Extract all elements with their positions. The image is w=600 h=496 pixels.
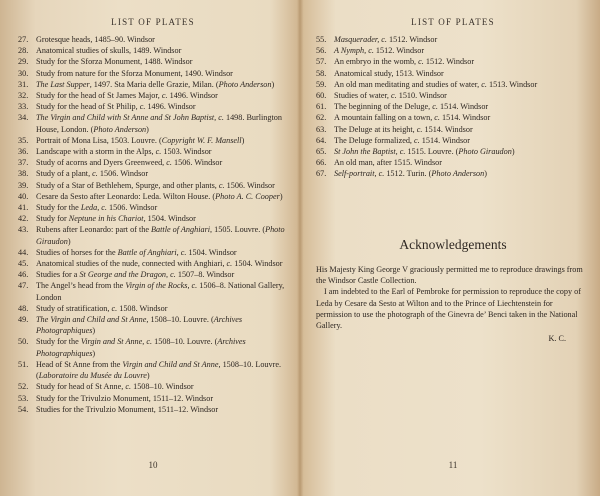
- acknowledgements-paragraph: His Majesty King George V graciously permitted me to reproduce drawings from the Windsor Castle Collection.: [316, 265, 583, 286]
- plate-text: ): [241, 135, 245, 145]
- plate-text: c.: [125, 382, 132, 392]
- plate-text: c.: [155, 147, 162, 157]
- plate-text: c.: [218, 180, 225, 190]
- plate-text: Photo Giraudon: [458, 147, 512, 157]
- plate-text: c.: [161, 91, 168, 101]
- acknowledgements-paragraph: I am indebted to the Earl of Pembroke for permission to reproduce the copy of Leda by Cesare da Sesto at Wilton and to the Prince of Liechtenstein for permission to use the photograph of the Ginevra de’ Benci taken in the National Gallery.: [316, 287, 581, 331]
- plate-text: 1508–10. Louvre. (: [152, 337, 218, 347]
- plate-number: 30.: [18, 68, 29, 78]
- plate-text: Anatomical study, 1513. Windsor: [334, 68, 444, 78]
- plate-entry: [18, 146, 288, 157]
- plate-text: c.: [146, 337, 153, 347]
- plate-entry: [18, 258, 288, 269]
- running-head-right: LIST OF PLATES: [411, 17, 495, 27]
- plate-text: 1513. Windsor: [486, 79, 538, 89]
- plate-entry: [18, 280, 288, 302]
- plate-entry: [316, 168, 590, 179]
- plate-text: St George and the Dragon: [79, 270, 167, 280]
- plate-text: ,: [176, 247, 181, 257]
- plate-text: , 1508–10. Louvre. (: [146, 315, 214, 325]
- plate-text: Study of a Star of Bethlehem, Spurge, and other plants,: [36, 180, 219, 190]
- plate-text: Study of a plant,: [36, 169, 93, 179]
- plate-text: Study for the: [36, 203, 81, 213]
- plate-number: 32.: [18, 91, 29, 101]
- plate-text: ): [484, 169, 487, 179]
- plate-text: Portrait of Mona Lisa, 1503. Louvre. (: [36, 135, 162, 145]
- plate-text: Copyright W. F. Mansell: [161, 135, 242, 145]
- plate-entry: [18, 303, 288, 314]
- plate-list-left: [18, 34, 288, 415]
- plate-entry: [316, 135, 590, 146]
- plate-text: Battle of Anghiari: [117, 247, 177, 257]
- plate-entry: [316, 45, 590, 56]
- plate-number: 59.: [316, 79, 327, 89]
- plate-text: 1506–8. National Gallery, London: [36, 281, 285, 302]
- plate-entry: [18, 336, 288, 358]
- plate-text: The Angel’s head from the: [36, 281, 126, 291]
- plate-number: 41.: [18, 203, 29, 213]
- plate-entry: [18, 56, 288, 67]
- plate-text: 1512. Windsor: [423, 57, 475, 67]
- plate-number: 65.: [316, 147, 327, 157]
- plate-text: Photo Anderson: [93, 124, 147, 134]
- plate-text: 1504. Windsor: [186, 247, 237, 257]
- plate-number: 53.: [18, 393, 29, 403]
- plate-text: 1506. Windsor: [106, 203, 158, 213]
- plate-text: 1514. Windsor: [437, 102, 489, 112]
- plate-entry: [18, 157, 288, 168]
- plate-number: 49.: [18, 315, 29, 325]
- plate-entry: [18, 90, 288, 101]
- plate-text: Virgin and St Anne: [80, 337, 143, 347]
- plate-number: 61.: [316, 102, 327, 112]
- plate-text: 1508–10. Windsor: [131, 382, 194, 392]
- plate-entry: [316, 79, 590, 90]
- plate-text: Self-portrait, c.: [334, 169, 385, 179]
- plate-number: 39.: [18, 180, 29, 190]
- plate-text: ): [511, 147, 515, 157]
- plate-entry: [316, 68, 590, 79]
- plate-entry: [18, 191, 288, 202]
- plate-text: Studies of horses for the: [36, 247, 118, 257]
- plate-number: 31.: [18, 79, 29, 89]
- plate-number: 47.: [18, 281, 29, 291]
- plate-text: The Virgin and Child with St Anne and St John Baptist, c.: [36, 113, 224, 123]
- plate-number: 51.: [18, 359, 29, 369]
- plate-text: ): [271, 79, 275, 89]
- plate-number: 50.: [18, 337, 29, 347]
- plate-text: St John the Baptist, c.: [334, 147, 406, 157]
- plate-number: 37.: [18, 158, 29, 168]
- plate-text: 1504. Windsor: [232, 259, 283, 269]
- plate-number: 34.: [18, 113, 29, 123]
- plate-entry: [18, 269, 288, 280]
- plate-text: c.: [111, 303, 118, 313]
- plate-text: Archives Photographiques: [36, 315, 243, 336]
- plate-text: Study for the Sforza Monument, 1488. Windsor: [36, 57, 193, 67]
- plate-entry: [18, 224, 288, 246]
- plate-text: c.: [416, 124, 423, 134]
- plate-number: 44.: [18, 247, 29, 257]
- acknowledgements-body: [316, 264, 590, 344]
- plate-entry: [18, 314, 288, 336]
- plate-number: 45.: [18, 259, 29, 269]
- plate-entry: [18, 101, 288, 112]
- plate-text: 1496. Windsor: [167, 91, 218, 101]
- plate-text: 1506. Windsor: [97, 169, 149, 179]
- plate-text: 1506. Windsor: [224, 180, 275, 190]
- plate-text: c.: [92, 169, 98, 179]
- plate-text: Photo Anderson: [218, 79, 272, 89]
- plate-number: 48.: [18, 303, 29, 313]
- plate-text: Study of stratification,: [36, 303, 112, 313]
- plate-number: 42.: [18, 214, 29, 224]
- plate-number: 27.: [18, 35, 29, 44]
- plate-entry: [18, 247, 288, 258]
- plate-text: ): [146, 371, 150, 381]
- plate-text: c.: [180, 247, 187, 257]
- plate-text: 1507–8. Windsor: [175, 270, 235, 280]
- page-number-right: 11: [448, 460, 458, 470]
- plate-text: 1512. Windsor: [373, 46, 425, 56]
- plate-number: 29.: [18, 57, 29, 67]
- plate-text: Study for head of St Anne,: [36, 382, 126, 392]
- running-head-left: LIST OF PLATES: [111, 17, 195, 27]
- plate-entry: [18, 359, 288, 381]
- plate-entry: [18, 202, 288, 213]
- plate-text: Anatomical studies of skulls, 1489. Windsor: [36, 46, 182, 56]
- plate-number: 33.: [18, 102, 29, 112]
- plate-entry: [18, 34, 288, 45]
- plate-text: ,: [187, 281, 192, 291]
- plate-text: c.: [139, 102, 146, 112]
- plate-number: 43.: [18, 225, 29, 235]
- plate-text: 1515. Louvre. (: [405, 147, 459, 157]
- plate-entry: [18, 68, 288, 79]
- plate-text: The beginning of the Deluge,: [334, 102, 433, 112]
- plate-number: 38.: [18, 169, 29, 179]
- plate-entry: [18, 45, 288, 56]
- plate-text: 1514. Windsor: [439, 113, 491, 123]
- plate-text: ,: [142, 337, 147, 347]
- plate-text: , 1497. Sta Maria delle Grazie, Milan. (: [89, 79, 219, 89]
- plate-text: Photo Giraudon: [36, 225, 285, 246]
- plate-entry: [316, 101, 590, 112]
- plate-number: 40.: [18, 191, 29, 201]
- plate-number: 56.: [316, 46, 327, 56]
- plate-text: 1510. Windsor: [396, 91, 447, 101]
- plate-text: 1512. Turin. (: [384, 169, 432, 179]
- plate-text: Study for the head of St Philip,: [36, 102, 140, 112]
- plate-text: Photo A. C. Cooper: [215, 191, 280, 201]
- plate-number: 52.: [18, 382, 29, 392]
- acknowledgements-heading: Acknowledgements: [399, 237, 507, 252]
- plate-text: c.: [390, 91, 397, 101]
- left-page: [18, 0, 288, 496]
- plate-entry: [18, 393, 288, 404]
- plate-text: ): [92, 326, 96, 336]
- plate-text: , 1508–10. Louvre. (: [36, 359, 282, 381]
- plate-text: c.: [101, 203, 107, 213]
- plate-number: 46.: [18, 270, 29, 280]
- plate-text: 1514. Windsor: [422, 124, 473, 134]
- plate-entry: [316, 90, 590, 101]
- page-number-left: 10: [148, 460, 158, 470]
- plate-entry: [316, 112, 590, 123]
- plate-entry: [18, 381, 288, 392]
- author-initials: K. C.: [548, 334, 566, 344]
- plate-text: Virgin of the Rocks: [125, 281, 188, 291]
- plate-text: Battle of Anghiari: [151, 225, 211, 235]
- plate-text: c.: [414, 135, 420, 145]
- plate-text: Studies of water,: [334, 91, 391, 101]
- plate-number: 62.: [316, 113, 327, 123]
- plate-text: Study from nature for the Sforza Monument, 1490. Windsor: [36, 68, 233, 78]
- plate-text: Laboratoire du Musée du Louvre: [38, 371, 147, 381]
- plate-text: Masquerader, c.: [334, 35, 387, 44]
- plate-text: Study of acorns and Dyers Greenweed,: [36, 158, 167, 168]
- plate-text: 1512. Windsor: [386, 35, 438, 44]
- plate-list-right: [316, 34, 590, 180]
- plate-number: 67.: [316, 169, 327, 179]
- plate-text: 1514. Windsor: [419, 135, 470, 145]
- plate-text: Neptune in his Chariot: [68, 214, 144, 224]
- plate-text: , 1505. Louvre. (: [210, 225, 266, 235]
- plate-text: The Deluge formalized,: [334, 135, 415, 145]
- plate-entry: [18, 404, 288, 415]
- plate-text: A mountain falling on a town,: [334, 113, 435, 123]
- plate-number: 54.: [18, 404, 29, 414]
- plate-text: The Deluge at its height,: [334, 124, 417, 134]
- plate-text: 1508. Windsor: [117, 303, 168, 313]
- plate-text: Study for the: [36, 337, 81, 347]
- plate-text: ,: [97, 203, 102, 213]
- plate-text: ,: [166, 270, 171, 280]
- plate-number: 58.: [316, 68, 327, 78]
- plate-number: 36.: [18, 147, 29, 157]
- plate-number: 55.: [316, 35, 327, 44]
- plate-entry: [18, 79, 288, 90]
- plate-entry: [18, 135, 288, 146]
- plate-text: Photo Anderson: [431, 169, 485, 179]
- right-page: [316, 0, 590, 496]
- plate-entry: [18, 168, 288, 179]
- plate-entry: [316, 124, 590, 135]
- plate-text: Study for: [36, 214, 69, 224]
- plate-entry: [18, 112, 288, 134]
- plate-text: ): [146, 124, 149, 134]
- plate-text: Studies for a: [36, 270, 80, 280]
- plate-text: c.: [166, 158, 172, 168]
- plate-text: Rubens after Leonardo: part of the: [36, 225, 152, 235]
- plate-text: Virgin and Child and St Anne: [122, 359, 219, 369]
- plate-text: Studies for the Trivulzio Monument, 1511–12. Windsor: [36, 404, 219, 414]
- plate-text: A Nymph, c.: [334, 46, 374, 56]
- plate-text: An old man meditating and studies of water,: [334, 79, 482, 89]
- plate-text: 1503. Windsor: [161, 147, 212, 157]
- plate-number: 64.: [316, 135, 327, 145]
- plate-text: , 1504. Windsor: [143, 214, 196, 224]
- plate-text: Grotesque heads, 1485–90. Windsor: [36, 35, 155, 44]
- plate-entry: [316, 157, 590, 168]
- plate-text: c.: [170, 270, 176, 280]
- plate-text: 1506. Windsor: [171, 158, 223, 168]
- plate-text: c.: [418, 57, 424, 67]
- plate-entry: [316, 146, 590, 157]
- plate-text: Landscape with a storm in the Alps,: [36, 147, 156, 157]
- plate-number: 63.: [316, 124, 327, 134]
- plate-text: An old man, after 1515. Windsor: [334, 158, 442, 168]
- plate-text: Anatomical studies of the nude, connected with Anghiari,: [36, 259, 227, 269]
- plate-number: 57.: [316, 57, 327, 67]
- plate-number: 35.: [18, 135, 29, 145]
- plate-text: ): [92, 348, 96, 358]
- plate-number: 28.: [18, 46, 29, 56]
- plate-text: 1496. Windsor: [145, 102, 196, 112]
- plate-text: Archives Photographiques: [36, 337, 246, 358]
- plate-text: The Virgin and Child and St Anne: [36, 315, 147, 325]
- plate-text: ): [67, 236, 71, 246]
- plate-text: Leda: [80, 203, 98, 213]
- plate-text: 1498. Burlington House, London. (: [36, 113, 282, 134]
- plate-text: c.: [481, 79, 487, 89]
- plate-number: 66.: [316, 158, 327, 168]
- plate-text: Head of St Anne from the: [36, 359, 123, 369]
- plate-entry: [316, 56, 590, 67]
- plate-text: An embryo in the womb,: [334, 57, 419, 67]
- plate-entry: [18, 213, 288, 224]
- plate-text: c.: [434, 113, 440, 123]
- plate-text: c.: [191, 281, 198, 291]
- plate-text: c.: [226, 259, 233, 269]
- plate-text: c.: [432, 102, 438, 112]
- plate-text: Study for the head of St James Major,: [36, 91, 162, 101]
- plate-entry: [316, 34, 590, 45]
- plate-text: ): [279, 191, 283, 201]
- plate-text: Cesare da Sesto after Leonardo: Leda. Wilton House. (: [36, 191, 216, 201]
- plate-number: 60.: [316, 91, 327, 101]
- plate-entry: [18, 180, 288, 191]
- plate-text: Study for the Trivulzio Monument, 1511–12. Windsor: [36, 393, 214, 403]
- plate-text: The Last Supper: [36, 79, 90, 89]
